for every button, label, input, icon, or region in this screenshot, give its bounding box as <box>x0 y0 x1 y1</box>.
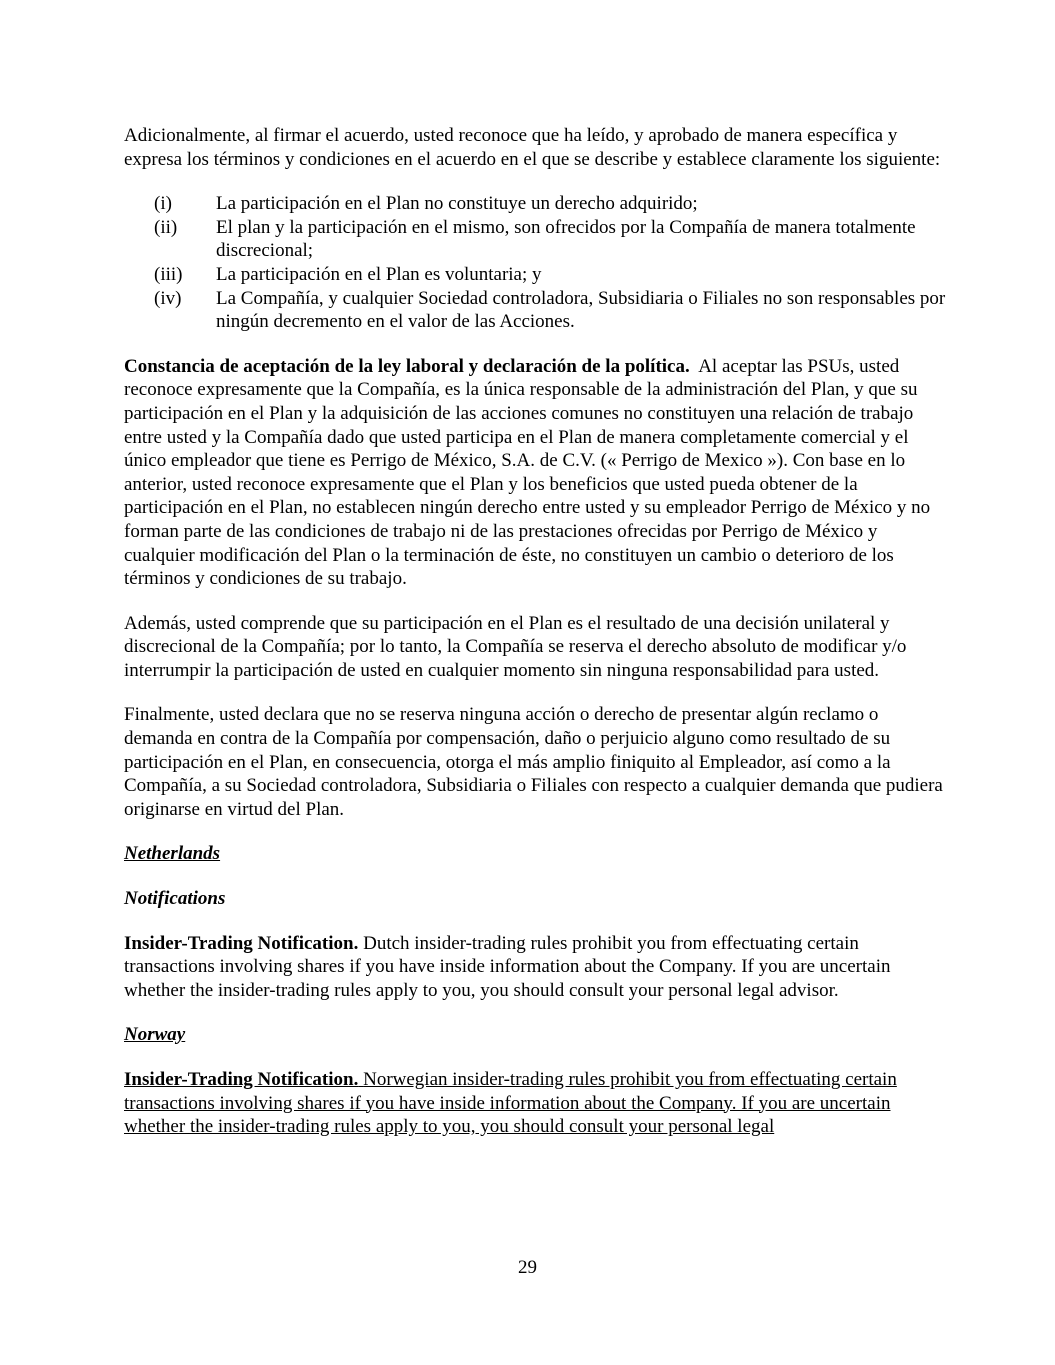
norway-insider-title: Insider-Trading Notification. <box>124 1069 359 1090</box>
ademas-paragraph: Además, usted comprende que su participación en el Plan es el resultado de una decisión unilateral y discrecional de la Compañía; por lo tanto, la Compañía se reserva el derecho absoluto de modificar y/o interrumpir la participación de usted en cualquier momento sin ninguna responsabilidad para usted. <box>124 612 907 681</box>
norway-insider-body: Norwegian insider-trading rules prohibit you from effectuating certain transactions involving shares if you have inside information about the Company. If you are uncertain whether the insider-trading rules apply to you, you should consult your personal legal <box>124 1069 897 1138</box>
list-item-number: (iii) <box>154 263 183 285</box>
list-item-number: (ii) <box>154 216 178 238</box>
netherlands-insider-body: Dutch insider-trading rules prohibit you from effectuating certain transactions involving shares if you have inside information about the Company. If you are uncertain whether the insider-trading rules apply to you, you should consult your personal legal advisor. <box>124 932 891 1001</box>
list-item-number: (iv) <box>154 287 182 309</box>
intro-paragraph: Adicionalmente, al firmar el acuerdo, usted reconoce que ha leído, y aprobado de manera específica y expresa los términos y condiciones en el acuerdo en el que se describe y establece claramente los siguiente: <box>124 125 941 170</box>
list-item-text: La participación en el Plan no constituye un derecho adquirido; <box>216 193 698 215</box>
norway-insider-paragraph <box>124 1068 948 1139</box>
constancia-paragraph <box>124 355 948 591</box>
list-item <box>124 216 948 263</box>
list-item-text: La Compañía, y cualquier Sociedad controladora, Subsidiaria o Filiales no son responsables por ningún decremento en el valor de las Acciones. <box>216 287 946 333</box>
page-number: 29 <box>518 1257 537 1278</box>
norway-heading: Norway <box>124 1024 186 1046</box>
netherlands-insider-paragraph <box>124 932 948 1003</box>
list-item <box>124 263 948 287</box>
list-item <box>124 192 948 216</box>
constancia-title: Constancia de aceptación de la ley laboral y declaración de la política. <box>124 355 690 377</box>
list-item <box>124 287 948 334</box>
constancia-body: Al aceptar las PSUs, usted reconoce expresamente que la Compañía, es la única responsable de la administración del Plan, y que su participación en el Plan y la adquisición de las acciones comunes no constituyen una relación de trabajo entre usted y la Compañía dado que usted participa en el Plan de manera completamente comercial y el único empleador que tiene es Perrigo de México, S.A. de C.V. (« Perrigo de Mexico »). Con base en lo anterior, usted reconoce expresamente que el Plan y los beneficios que usted pueda obtener de la participación en el Plan, no establecen ningún derecho entre usted y su empleador Perrigo de México y no forman parte de las condiciones de trabajo ni de las prestaciones ofrecidas por Perrigo de México y cualquier modificación del Plan o la terminación de éste, no constituyen un cambio o deterioro de los términos y condiciones de su trabajo. <box>124 355 931 590</box>
list-item-number: (i) <box>154 193 172 215</box>
list-item-text: La participación en el Plan es voluntaria; y <box>216 263 542 285</box>
netherlands-heading: Netherlands <box>124 843 221 865</box>
document-page <box>124 124 948 1160</box>
conditions-list <box>124 192 948 334</box>
netherlands-insider-title: Insider-Trading Notification. <box>124 932 359 954</box>
finalmente-paragraph: Finalmente, usted declara que no se reserva ninguna acción o derecho de presentar algún reclamo o demanda en contra de la Compañía por compensación, daño o perjuicio alguno como resultado de su participación en el Plan, en consecuencia, otorga el más amplio finiquito al Empleador, así como a la Compañía, a su Sociedad controladora, Subsidiaria o Filiales con respecto a cualquier demanda que pudiera originarse en virtud del Plan. <box>124 704 943 820</box>
notifications-subheading: Notifications <box>124 888 226 910</box>
list-item-text: El plan y la participación en el mismo, son ofrecidos por la Compañía de manera totalmente discrecional; <box>216 216 916 262</box>
